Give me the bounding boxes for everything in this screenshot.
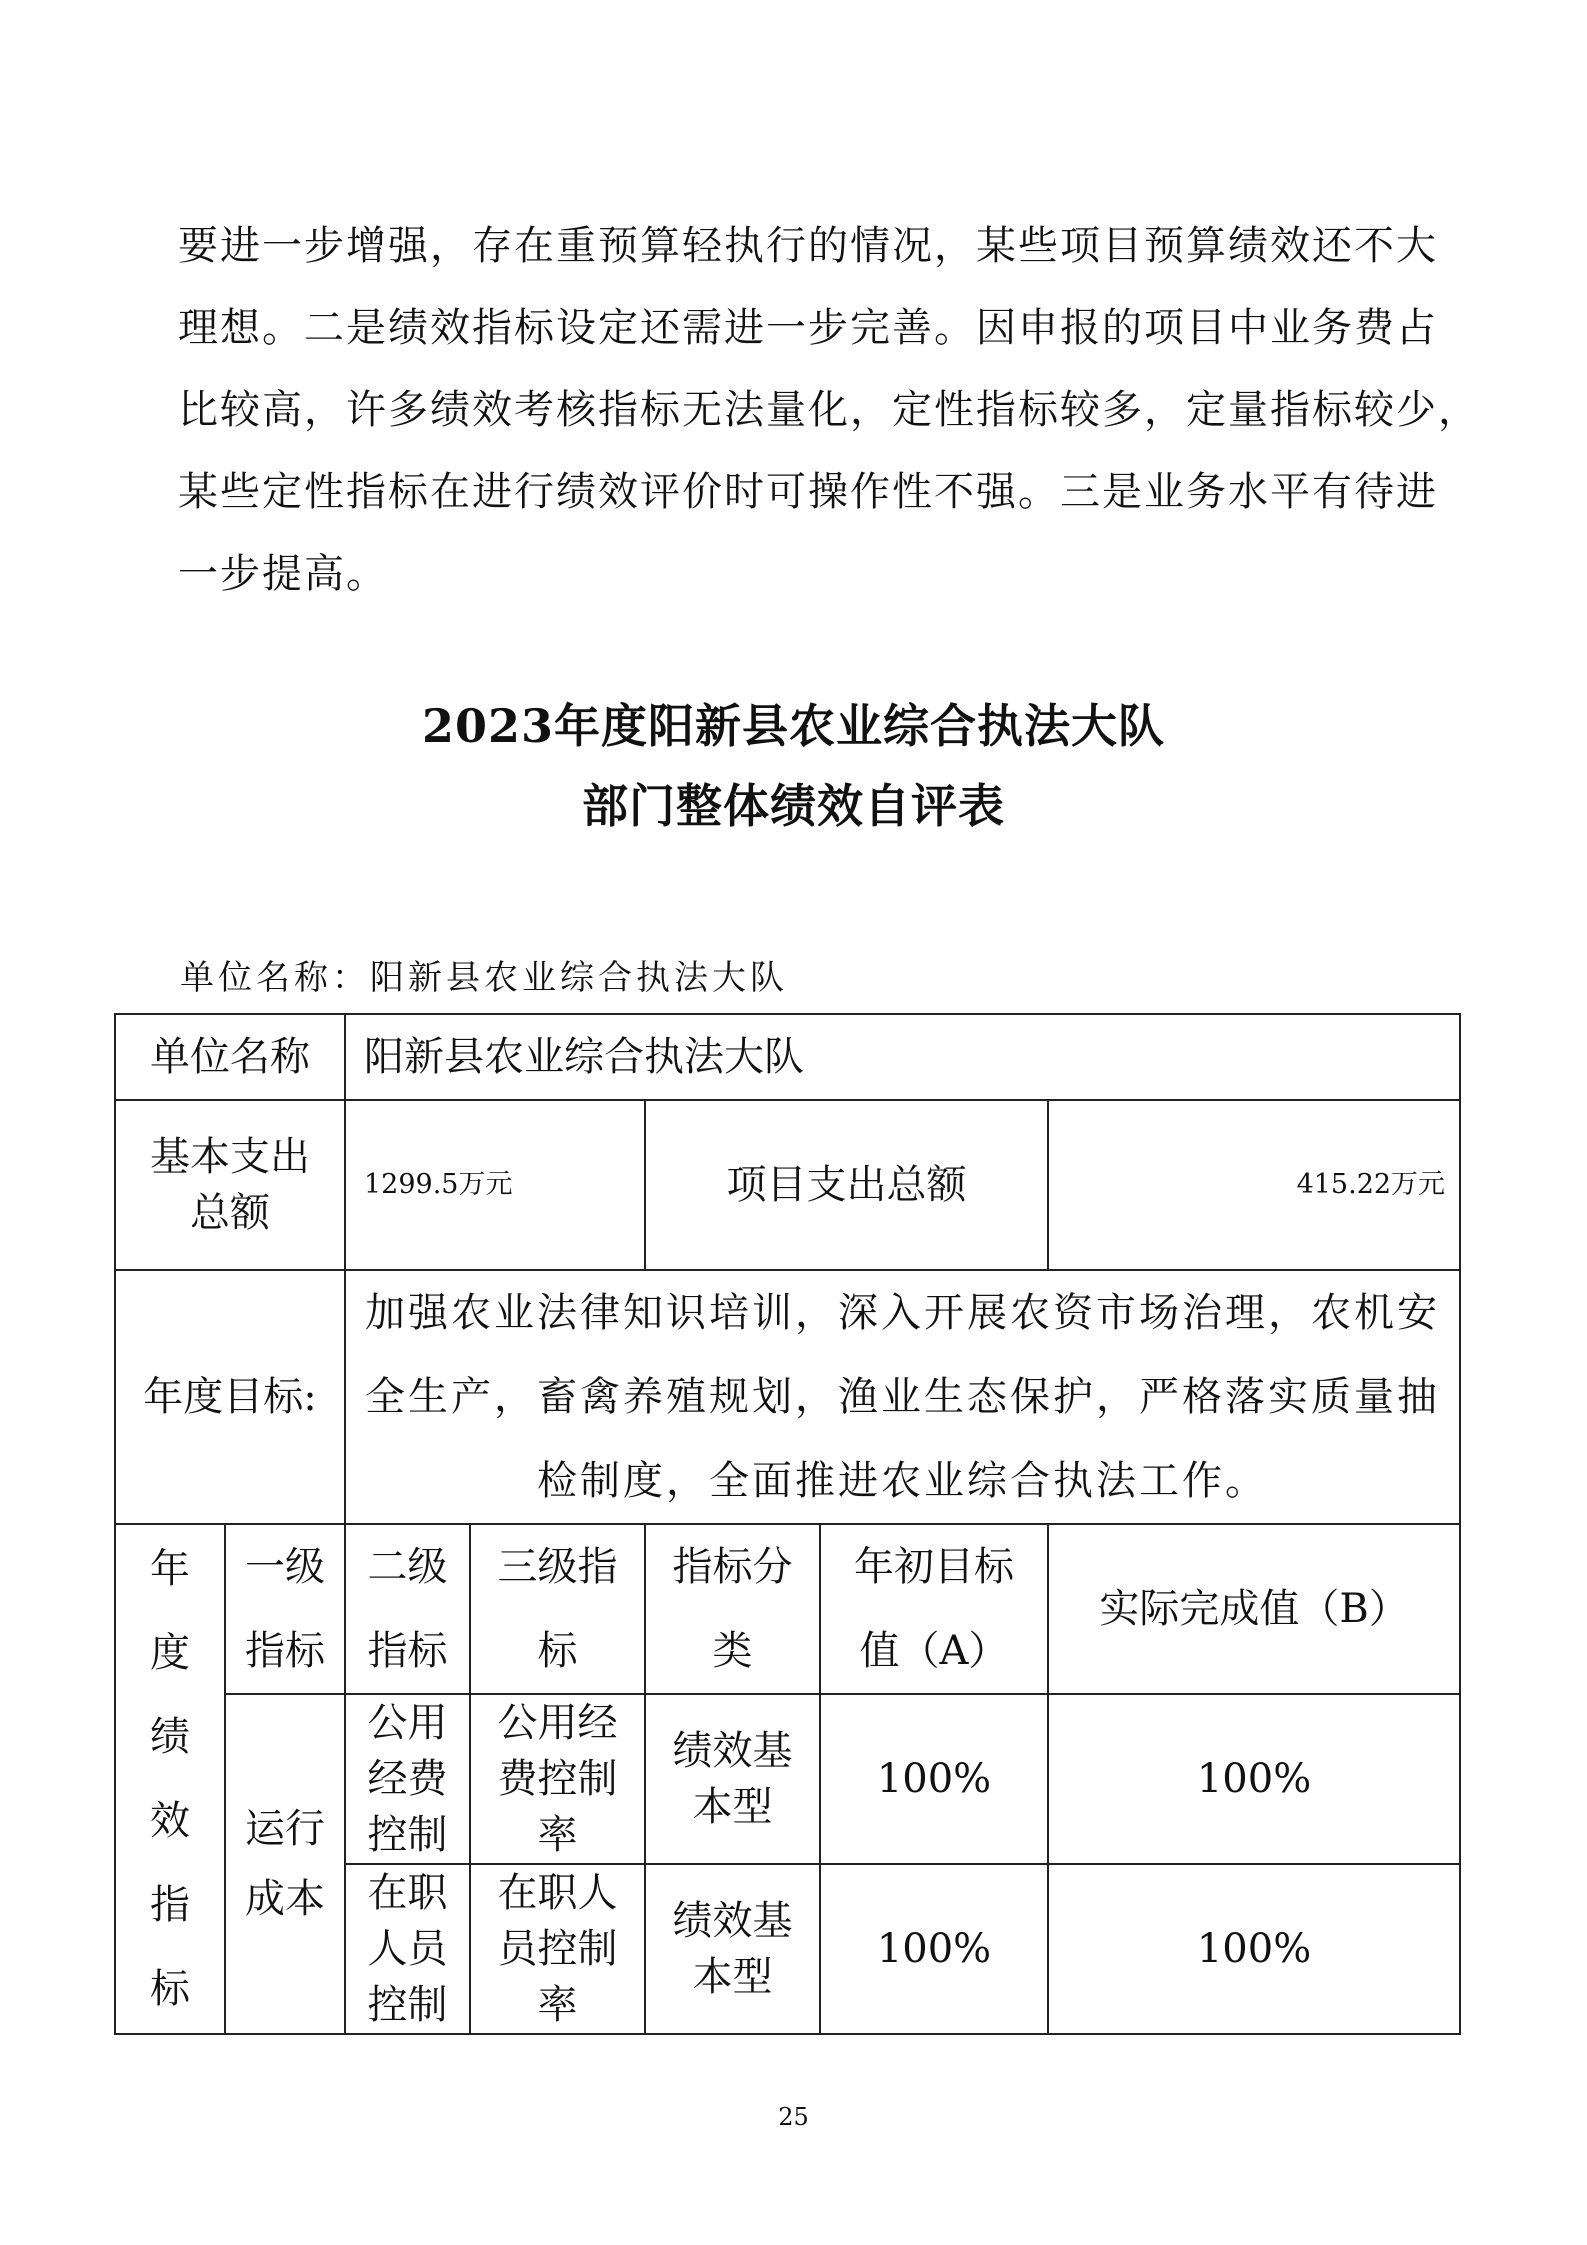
- indicator-header-row: [115, 1524, 1460, 1694]
- table-row: [115, 1694, 1460, 1864]
- intro-paragraph: [178, 205, 1480, 615]
- paragraph-line: 比较高，许多绩效考核指标无法量化，定性指标较多，定量指标较少，: [178, 387, 1480, 433]
- goal-label-cell: 年度目标:: [115, 1270, 345, 1524]
- basic-expense-value: 1299.5万元: [345, 1100, 645, 1270]
- header-category: 指标分 类: [645, 1524, 820, 1694]
- actual-cell: 100%: [1048, 1864, 1460, 2034]
- level3-cell: 在职人 员控制 率: [470, 1864, 645, 2034]
- level3-cell: 公用经 费控制 率: [470, 1694, 645, 1864]
- level1-cell: 运行 成本: [225, 1694, 345, 2034]
- actual-cell: 100%: [1048, 1694, 1460, 1864]
- header-actual: 实际完成值（B）: [1048, 1524, 1460, 1694]
- performance-table: [114, 1013, 1461, 2035]
- header-target: 年初目标 值（A）: [820, 1524, 1048, 1694]
- level2-cell: 在职 人员 控制: [345, 1864, 470, 2034]
- header-level1: 一级 指标: [225, 1524, 345, 1694]
- paragraph-line: 要进一步增强，存在重预算轻执行的情况，某些项目预算绩效还不大: [178, 223, 1438, 269]
- unit-name-caption: 单位名称：阳新县农业综合执法大队: [180, 958, 788, 998]
- indicator-vertical-label: 年 度 绩 效 指 标: [115, 1524, 225, 2034]
- goal-row: [115, 1270, 1460, 1524]
- paragraph-line: 一步提高。: [178, 551, 388, 597]
- document-title-line1: 2023年度阳新县农业综合执法大队: [421, 699, 1166, 753]
- project-expense-label: 项目支出总额: [645, 1100, 1048, 1270]
- page-number: 25: [778, 2103, 809, 2131]
- unit-label-cell: 单位名称: [115, 1014, 345, 1100]
- unit-value-cell: 阳新县农业综合执法大队: [345, 1014, 1460, 1100]
- document-title-line2: 部门整体绩效自评表: [582, 779, 1005, 833]
- paragraph-line: 理想。二是绩效指标设定还需进一步完善。因申报的项目中业务费占: [178, 305, 1438, 351]
- category-cell: 绩效基 本型: [645, 1694, 820, 1864]
- target-cell: 100%: [820, 1694, 1048, 1864]
- paragraph-line: 某些定性指标在进行绩效评价时可操作性不强。三是业务水平有待进: [178, 469, 1438, 515]
- expense-row: [115, 1100, 1460, 1270]
- project-expense-value: 415.22万元: [1048, 1100, 1460, 1270]
- basic-expense-label: 基本支出 总额: [115, 1100, 345, 1270]
- header-level3: 三级指 标: [470, 1524, 645, 1694]
- goal-text-cell: 加强农业法律知识培训，深入开展农资市场治理，农机安 全生产，畜禽养殖规划，渔业生态保护，严格落实质量抽 检制度，全面推进农业综合执法工作。: [345, 1270, 1460, 1524]
- header-level2: 二级 指标: [345, 1524, 470, 1694]
- category-cell: 绩效基 本型: [645, 1864, 820, 2034]
- unit-row: [115, 1014, 1460, 1100]
- level2-cell: 公用 经费 控制: [345, 1694, 470, 1864]
- target-cell: 100%: [820, 1864, 1048, 2034]
